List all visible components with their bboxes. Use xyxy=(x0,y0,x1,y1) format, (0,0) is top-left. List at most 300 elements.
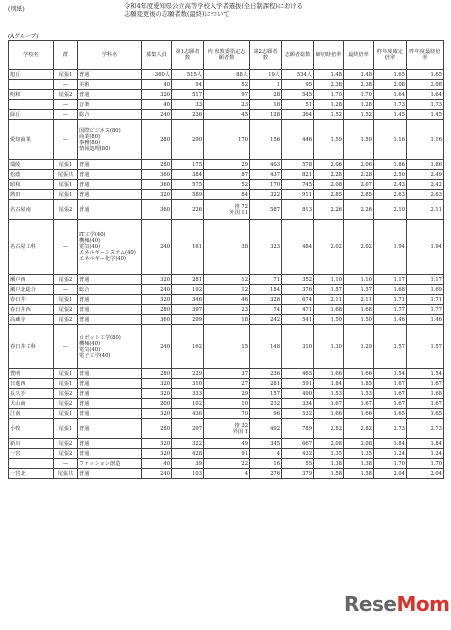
cell-prev-final: 1.65 xyxy=(407,409,444,419)
cell-group: 尾張1 xyxy=(54,409,78,419)
cell-ratio-deadline: 1.50 xyxy=(314,315,344,325)
cell-second-choice: 74 xyxy=(250,305,282,315)
cell-prev-final: 2.63 xyxy=(407,190,444,200)
cell-total: 545 xyxy=(282,90,314,100)
cell-department: 普通 xyxy=(78,180,142,190)
cell-prev-confirmed: 1.70 xyxy=(374,459,407,469)
cell-second-choice: 345 xyxy=(250,439,282,449)
table-row xyxy=(9,379,444,389)
cell-prev-confirmed: 1.64 xyxy=(374,90,407,100)
table-row xyxy=(9,90,444,100)
cell-school-name xyxy=(9,100,54,110)
col-group: 群 xyxy=(54,41,78,70)
cell-prev-final: 1.71 xyxy=(407,295,444,305)
cell-prev-confirmed: 1.16 xyxy=(374,120,407,160)
cell-group: — xyxy=(54,80,78,90)
table-row xyxy=(9,315,444,325)
cell-designated: 推 32 外国 1 xyxy=(204,419,250,439)
cell-prev-confirmed: 1.67 xyxy=(374,379,407,389)
cell-school-name: 春日井工科 xyxy=(9,325,54,369)
cell-group: — xyxy=(54,220,78,275)
cell-school-name: 豊明 xyxy=(9,369,54,379)
cell-ratio-final: 1.59 xyxy=(344,120,374,160)
cell-ratio-final: 2.38 xyxy=(344,80,374,90)
cell-department: ファッション創造 xyxy=(78,459,142,469)
cell-designated: 70 xyxy=(204,409,250,419)
cell-prev-confirmed: 2.63 xyxy=(374,190,407,200)
cell-ratio-final: 2.07 xyxy=(344,180,374,190)
cell-quota: 40 xyxy=(142,459,172,469)
col-total: 志願者総数 xyxy=(282,41,314,70)
cell-prev-confirmed: 1.24 xyxy=(374,449,407,459)
cell-first-choice: 346 xyxy=(172,295,204,305)
cell-prev-confirmed: 2.10 xyxy=(374,200,407,220)
cell-prev-final: 1.94 xyxy=(407,220,444,275)
cell-ratio-deadline: 1.67 xyxy=(314,399,344,409)
cell-prev-confirmed: 2.08 xyxy=(374,80,407,90)
col-second: 第2志願者数 xyxy=(250,41,282,70)
cell-designated: 15 xyxy=(204,325,250,369)
table-row xyxy=(9,285,444,295)
cell-first-choice: 192 xyxy=(172,285,204,295)
table-row xyxy=(9,399,444,409)
col-prev-final: 昨年度最終倍率 xyxy=(407,41,444,70)
cell-group: 尾張1 xyxy=(54,369,78,379)
cell-second-choice: 328 xyxy=(250,295,282,305)
cell-second-choice: 19人 xyxy=(250,70,282,80)
table-row xyxy=(9,469,444,479)
cell-ratio-final: 1.38 xyxy=(344,459,374,469)
cell-designated: 推 72 外国 11 xyxy=(204,200,250,220)
cell-ratio-final: 2.11 xyxy=(344,295,374,305)
cell-ratio-deadline: 1.84 xyxy=(314,379,344,389)
cell-prev-final: 1.69 xyxy=(407,285,444,295)
cell-designated: 4 xyxy=(204,469,250,479)
cell-school-name: 愛知商業 xyxy=(9,120,54,160)
cell-prev-confirmed: 1.57 xyxy=(374,325,407,369)
cell-prev-confirmed: 1.65 xyxy=(374,70,407,80)
cell-group: — xyxy=(54,285,78,295)
cell-designated: 52 xyxy=(204,80,250,90)
cell-second-choice: 1 xyxy=(250,80,282,90)
cell-ratio-deadline: 1.35 xyxy=(314,449,344,459)
cell-school-name: 松蔭 xyxy=(9,170,54,180)
cell-designated: 37 xyxy=(204,369,250,379)
cell-first-choice: 226 xyxy=(172,200,204,220)
cell-second-choice: 128 xyxy=(250,110,282,120)
cell-ratio-deadline: 1.70 xyxy=(314,90,344,100)
cell-ratio-final: 1.66 xyxy=(344,409,374,419)
cell-prev-final: 1.77 xyxy=(407,305,444,315)
cell-designated: 87 xyxy=(204,170,250,180)
cell-ratio-final: 2.85 xyxy=(344,190,374,200)
table-row xyxy=(9,295,444,305)
cell-ratio-final: 1.35 xyxy=(344,449,374,459)
cell-first-choice: 436 xyxy=(172,409,204,419)
cell-prev-confirmed: 1.84 xyxy=(374,439,407,449)
cell-prev-confirmed: 1.17 xyxy=(374,275,407,285)
table-row xyxy=(9,220,444,275)
cell-first-choice: 229 xyxy=(172,369,204,379)
cell-designated: 22 xyxy=(204,459,250,469)
col-first: 第1志願者数 xyxy=(172,41,204,70)
cell-first-choice: 102 xyxy=(172,399,204,409)
cell-prev-final: 1.68 xyxy=(407,389,444,399)
cell-department: 普通 xyxy=(78,295,142,305)
cell-total: 532 xyxy=(282,409,314,419)
col-dept: 学科名 xyxy=(78,41,142,70)
cell-quota: 240 xyxy=(142,220,172,275)
table-row xyxy=(9,325,444,369)
cell-quota: 320 xyxy=(142,295,172,305)
cell-designated: 29 xyxy=(204,389,250,399)
cell-prev-final: 1.64 xyxy=(407,90,444,100)
cell-group: 尾張2 xyxy=(54,399,78,409)
cell-quota: 240 xyxy=(142,285,172,295)
cell-ratio-final: 1.48 xyxy=(344,70,374,80)
table-row xyxy=(9,170,444,180)
cell-first-choice: 297 xyxy=(172,419,204,439)
cell-ratio-deadline: 1.38 xyxy=(314,459,344,469)
cell-designated: 12 xyxy=(204,275,250,285)
cell-second-choice: 276 xyxy=(250,469,282,479)
cell-department: 音楽 xyxy=(78,100,142,110)
cell-department: 普通 xyxy=(78,439,142,449)
cell-department: 普通 xyxy=(78,200,142,220)
cell-total: 789 xyxy=(282,419,314,439)
cell-first-choice: 589 xyxy=(172,190,204,200)
col-school: 学校名 xyxy=(9,41,54,70)
cell-first-choice: 175 xyxy=(172,160,204,170)
cell-prev-final: 2.11 xyxy=(407,200,444,220)
cell-school-name: 小牧 xyxy=(9,419,54,439)
cell-quota: 280 xyxy=(142,160,172,170)
cell-school-name: 江南 xyxy=(9,409,54,419)
cell-quota: 240 xyxy=(142,325,172,369)
table-row xyxy=(9,389,444,399)
cell-ratio-final: 1.70 xyxy=(344,90,374,100)
cell-prev-confirmed: 1.54 xyxy=(374,369,407,379)
cell-ratio-deadline: 1.66 xyxy=(314,369,344,379)
cell-ratio-deadline: 2.06 xyxy=(314,160,344,170)
cell-quota: 320 xyxy=(142,449,172,459)
cell-ratio-final: 1.29 xyxy=(344,325,374,369)
cell-school-name: 旭丘 xyxy=(9,70,54,80)
cell-group: 尾張2 xyxy=(54,200,78,220)
cell-designated: 49 xyxy=(204,439,250,449)
title-line-2: 志願変更後の志願者数(最終)について xyxy=(124,11,230,18)
cell-group: 尾張1 xyxy=(54,379,78,389)
cell-group: 尾張共 xyxy=(54,469,78,479)
cell-second-choice: 322 xyxy=(250,190,282,200)
cell-prev-final: 1.67 xyxy=(407,399,444,409)
cell-ratio-deadline: 1.68 xyxy=(314,305,344,315)
cell-total: 541 xyxy=(282,315,314,325)
cell-second-choice: 170 xyxy=(250,180,282,190)
cell-ratio-deadline: 2.85 xyxy=(314,190,344,200)
cell-total: 911 xyxy=(282,190,314,200)
document-tag: (別紙) xyxy=(8,6,25,13)
cell-first-choice: 322 xyxy=(172,439,204,449)
cell-quota: 320 xyxy=(142,409,172,419)
cell-ratio-final: 2.28 xyxy=(344,170,374,180)
cell-ratio-deadline: 2.02 xyxy=(314,220,344,275)
cell-second-choice: 16 xyxy=(250,459,282,469)
cell-second-choice: 242 xyxy=(250,315,282,325)
cell-prev-confirmed: 2.04 xyxy=(374,469,407,479)
cell-total: 674 xyxy=(282,295,314,305)
cell-prev-final: 1.24 xyxy=(407,449,444,459)
cell-group: — xyxy=(54,459,78,469)
cell-prev-final: 1.57 xyxy=(407,325,444,369)
cell-department: ロボット工学(80) 機械(40) 電気(40) 電子工学(40) xyxy=(78,325,142,369)
cell-designated: 97 xyxy=(204,90,250,100)
cell-first-choice: 517 xyxy=(172,90,204,100)
cell-second-choice: 18 xyxy=(250,100,282,110)
table-header-row xyxy=(9,41,444,70)
cell-school-name: 熱田 xyxy=(9,190,54,200)
cell-ratio-final: 1.57 xyxy=(344,285,374,295)
cell-second-choice: 71 xyxy=(250,275,282,285)
cell-second-choice: 587 xyxy=(250,200,282,220)
cell-ratio-deadline: 2.28 xyxy=(314,170,344,180)
cell-designated: 170 xyxy=(204,120,250,160)
table-row xyxy=(9,305,444,315)
cell-school-name: 明和 xyxy=(9,90,54,100)
table-row xyxy=(9,200,444,220)
cell-first-choice: 281 xyxy=(172,275,204,285)
cell-ratio-deadline: 1.58 xyxy=(314,469,344,479)
cell-group: 尾張2 xyxy=(54,90,78,100)
cell-second-choice: 4 xyxy=(250,449,282,459)
cell-ratio-final: 1.66 xyxy=(344,369,374,379)
cell-school-name xyxy=(9,459,54,469)
cell-quota: 280 xyxy=(142,419,172,439)
cell-total: 95 xyxy=(282,80,314,90)
cell-department: 美術 xyxy=(78,80,142,90)
cell-school-name: 瑞陵 xyxy=(9,160,54,170)
cell-school-name: 名古屋南 xyxy=(9,200,54,220)
cell-school-name: 高蔵寺 xyxy=(9,315,54,325)
cell-prev-confirmed: 1.46 xyxy=(374,315,407,325)
cell-department: IT工学(40) 機械(40) 電気(40) エネルギーシステム(40) エネルギー化学(40) xyxy=(78,220,142,275)
cell-ratio-deadline: 2.82 xyxy=(314,419,344,439)
cell-prev-confirmed: 1.68 xyxy=(374,285,407,295)
cell-department: 普通 xyxy=(78,449,142,459)
cell-second-choice: 96 xyxy=(250,409,282,419)
cell-prev-final: 1.70 xyxy=(407,459,444,469)
cell-quota: 320 xyxy=(142,389,172,399)
cell-first-choice: 161 xyxy=(172,220,204,275)
cell-second-choice: 492 xyxy=(250,419,282,439)
cell-prev-final: 2.73 xyxy=(407,419,444,439)
cell-ratio-deadline: 2.11 xyxy=(314,295,344,305)
table-row xyxy=(9,80,444,90)
cell-designated: 38 xyxy=(204,220,250,275)
cell-group: 尾張1 xyxy=(54,190,78,200)
cell-second-choice: 323 xyxy=(250,220,282,275)
cell-ratio-deadline: 1.59 xyxy=(314,120,344,160)
cell-quota: 240 xyxy=(142,469,172,479)
cell-quota: 360 xyxy=(142,200,172,220)
cell-total: 376 xyxy=(282,285,314,295)
cell-ratio-final: 2.26 xyxy=(344,200,374,220)
cell-total: 51 xyxy=(282,100,314,110)
cell-first-choice: 162 xyxy=(172,325,204,369)
cell-total: 667 xyxy=(282,439,314,449)
cell-prev-confirmed: 1.77 xyxy=(374,305,407,315)
cell-group: — xyxy=(54,120,78,160)
cell-first-choice: 384 xyxy=(172,170,204,180)
cell-prev-confirmed: 1.71 xyxy=(374,295,407,305)
cell-quota: 320 xyxy=(142,190,172,200)
table-row xyxy=(9,100,444,110)
cell-first-choice: 290 xyxy=(172,120,204,160)
cell-school-name: 春日井 xyxy=(9,295,54,305)
cell-group: 尾張1 xyxy=(54,180,78,190)
table-row xyxy=(9,369,444,379)
cell-second-choice: 232 xyxy=(250,399,282,409)
cell-second-choice: 28 xyxy=(250,90,282,100)
table-row xyxy=(9,160,444,170)
table-row xyxy=(9,70,444,80)
cell-school-name: 一宮 xyxy=(9,449,54,459)
cell-first-choice: 397 xyxy=(172,305,204,315)
cell-total: 310 xyxy=(282,325,314,369)
cell-ratio-final: 1.10 xyxy=(344,275,374,285)
cell-ratio-deadline: 1.66 xyxy=(314,409,344,419)
cell-prev-final: 1.65 xyxy=(407,70,444,80)
cell-department: 普通 xyxy=(78,160,142,170)
cell-school-name: 春日井西 xyxy=(9,305,54,315)
cell-prev-final: 1.86 xyxy=(407,160,444,170)
cell-prev-confirmed: 1.67 xyxy=(374,399,407,409)
cell-department: 普通 xyxy=(78,170,142,180)
cell-prev-confirmed: 1.94 xyxy=(374,220,407,275)
cell-prev-confirmed: 2.73 xyxy=(374,419,407,439)
cell-ratio-deadline: 1.52 xyxy=(314,110,344,120)
cell-prev-final: 2.08 xyxy=(407,80,444,90)
cell-ratio-final: 1.67 xyxy=(344,399,374,409)
cell-ratio-final: 1.68 xyxy=(344,305,374,315)
cell-department: 普通 xyxy=(78,315,142,325)
cell-prev-final: 1.73 xyxy=(407,100,444,110)
cell-prev-final: 2.49 xyxy=(407,170,444,180)
cell-second-choice: 157 xyxy=(250,389,282,399)
table-row xyxy=(9,449,444,459)
cell-total: 745 xyxy=(282,180,314,190)
cell-quota: 280 xyxy=(142,305,172,315)
col-prev-confirmed: 昨年度確定倍率 xyxy=(374,41,407,70)
cell-ratio-deadline: 2.08 xyxy=(314,439,344,449)
cell-quota: 360 xyxy=(142,315,172,325)
cell-designated: 10 xyxy=(204,399,250,409)
cell-prev-final: 1.16 xyxy=(407,120,444,160)
resemom-logo: ReseMom xyxy=(344,592,450,616)
group-label: (Aグループ) xyxy=(8,34,39,40)
cell-quota: 240 xyxy=(142,110,172,120)
cell-prev-final: 1.17 xyxy=(407,275,444,285)
cell-school-name: 犬山南 xyxy=(9,399,54,409)
cell-ratio-final: 2.08 xyxy=(344,439,374,449)
cell-school-name: 瀬戸西 xyxy=(9,275,54,285)
cell-department: 普通 xyxy=(78,409,142,419)
cell-group: — xyxy=(54,110,78,120)
cell-group: 尾張共 xyxy=(54,170,78,180)
cell-prev-final: 1.84 xyxy=(407,439,444,449)
table-row xyxy=(9,419,444,439)
cell-prev-final: 1.45 xyxy=(407,110,444,120)
cell-designated: 29 xyxy=(204,160,250,170)
cell-total: 352 xyxy=(282,275,314,285)
cell-prev-final: 1.67 xyxy=(407,379,444,389)
cell-total: 490 xyxy=(282,389,314,399)
cell-quota: 360 xyxy=(142,170,172,180)
table-row xyxy=(9,275,444,285)
cell-prev-confirmed: 1.67 xyxy=(374,389,407,399)
cell-total: 484 xyxy=(282,220,314,275)
cell-quota: 320 xyxy=(142,275,172,285)
cell-group: 尾張1 xyxy=(54,160,78,170)
cell-ratio-deadline: 1.48 xyxy=(314,70,344,80)
cell-designated: 12 xyxy=(204,285,250,295)
cell-total: 432 xyxy=(282,449,314,459)
cell-designated: 45 xyxy=(204,110,250,120)
cell-first-choice: 575 xyxy=(172,180,204,190)
cell-school-name: 瀬戸北総合 xyxy=(9,285,54,295)
cell-ratio-final: 1.85 xyxy=(344,379,374,389)
cell-total: 55 xyxy=(282,459,314,469)
cell-prev-final: 2.04 xyxy=(407,469,444,479)
cell-group: 尾張2 xyxy=(54,449,78,459)
cell-total: 578 xyxy=(282,160,314,170)
table-row xyxy=(9,180,444,190)
cell-department: 普通 xyxy=(78,190,142,200)
cell-department: 普通 xyxy=(78,305,142,315)
cell-department: 普通 xyxy=(78,469,142,479)
cell-designated: 23 xyxy=(204,305,250,315)
cell-school-name: 昭和 xyxy=(9,180,54,190)
cell-ratio-deadline: 2.08 xyxy=(314,180,344,190)
cell-total: 534人 xyxy=(282,70,314,80)
table-row xyxy=(9,110,444,120)
cell-designated: 84 xyxy=(204,190,250,200)
cell-department: 普通 xyxy=(78,70,142,80)
cell-department: 国際ビジネス(80) 商業(80) 事務(80) 情報処理(80) xyxy=(78,120,142,160)
cell-department: 普通 xyxy=(78,399,142,409)
cell-quota: 360人 xyxy=(142,70,172,80)
cell-prev-confirmed: 1.45 xyxy=(374,110,407,120)
cell-ratio-deadline: 2.38 xyxy=(314,80,344,90)
cell-prev-confirmed: 1.73 xyxy=(374,100,407,110)
cell-prev-confirmed: 2.50 xyxy=(374,170,407,180)
cell-designated: 91 xyxy=(204,449,250,459)
cell-total: 364 xyxy=(282,110,314,120)
cell-group: — xyxy=(54,325,78,369)
cell-prev-final: 1.46 xyxy=(407,315,444,325)
cell-prev-final: 2.42 xyxy=(407,180,444,190)
cell-second-choice: 281 xyxy=(250,379,282,389)
cell-ratio-final: 1.28 xyxy=(344,100,374,110)
cell-group: 尾張2 xyxy=(54,315,78,325)
cell-total: 446 xyxy=(282,120,314,160)
col-ratio-final: 最終倍率 xyxy=(344,41,374,70)
cell-school-name: 日進西 xyxy=(9,379,54,389)
cell-department: 総合 xyxy=(78,285,142,295)
cell-department: 普通 xyxy=(78,389,142,399)
cell-first-choice: 428 xyxy=(172,449,204,459)
cell-quota: 320 xyxy=(142,379,172,389)
